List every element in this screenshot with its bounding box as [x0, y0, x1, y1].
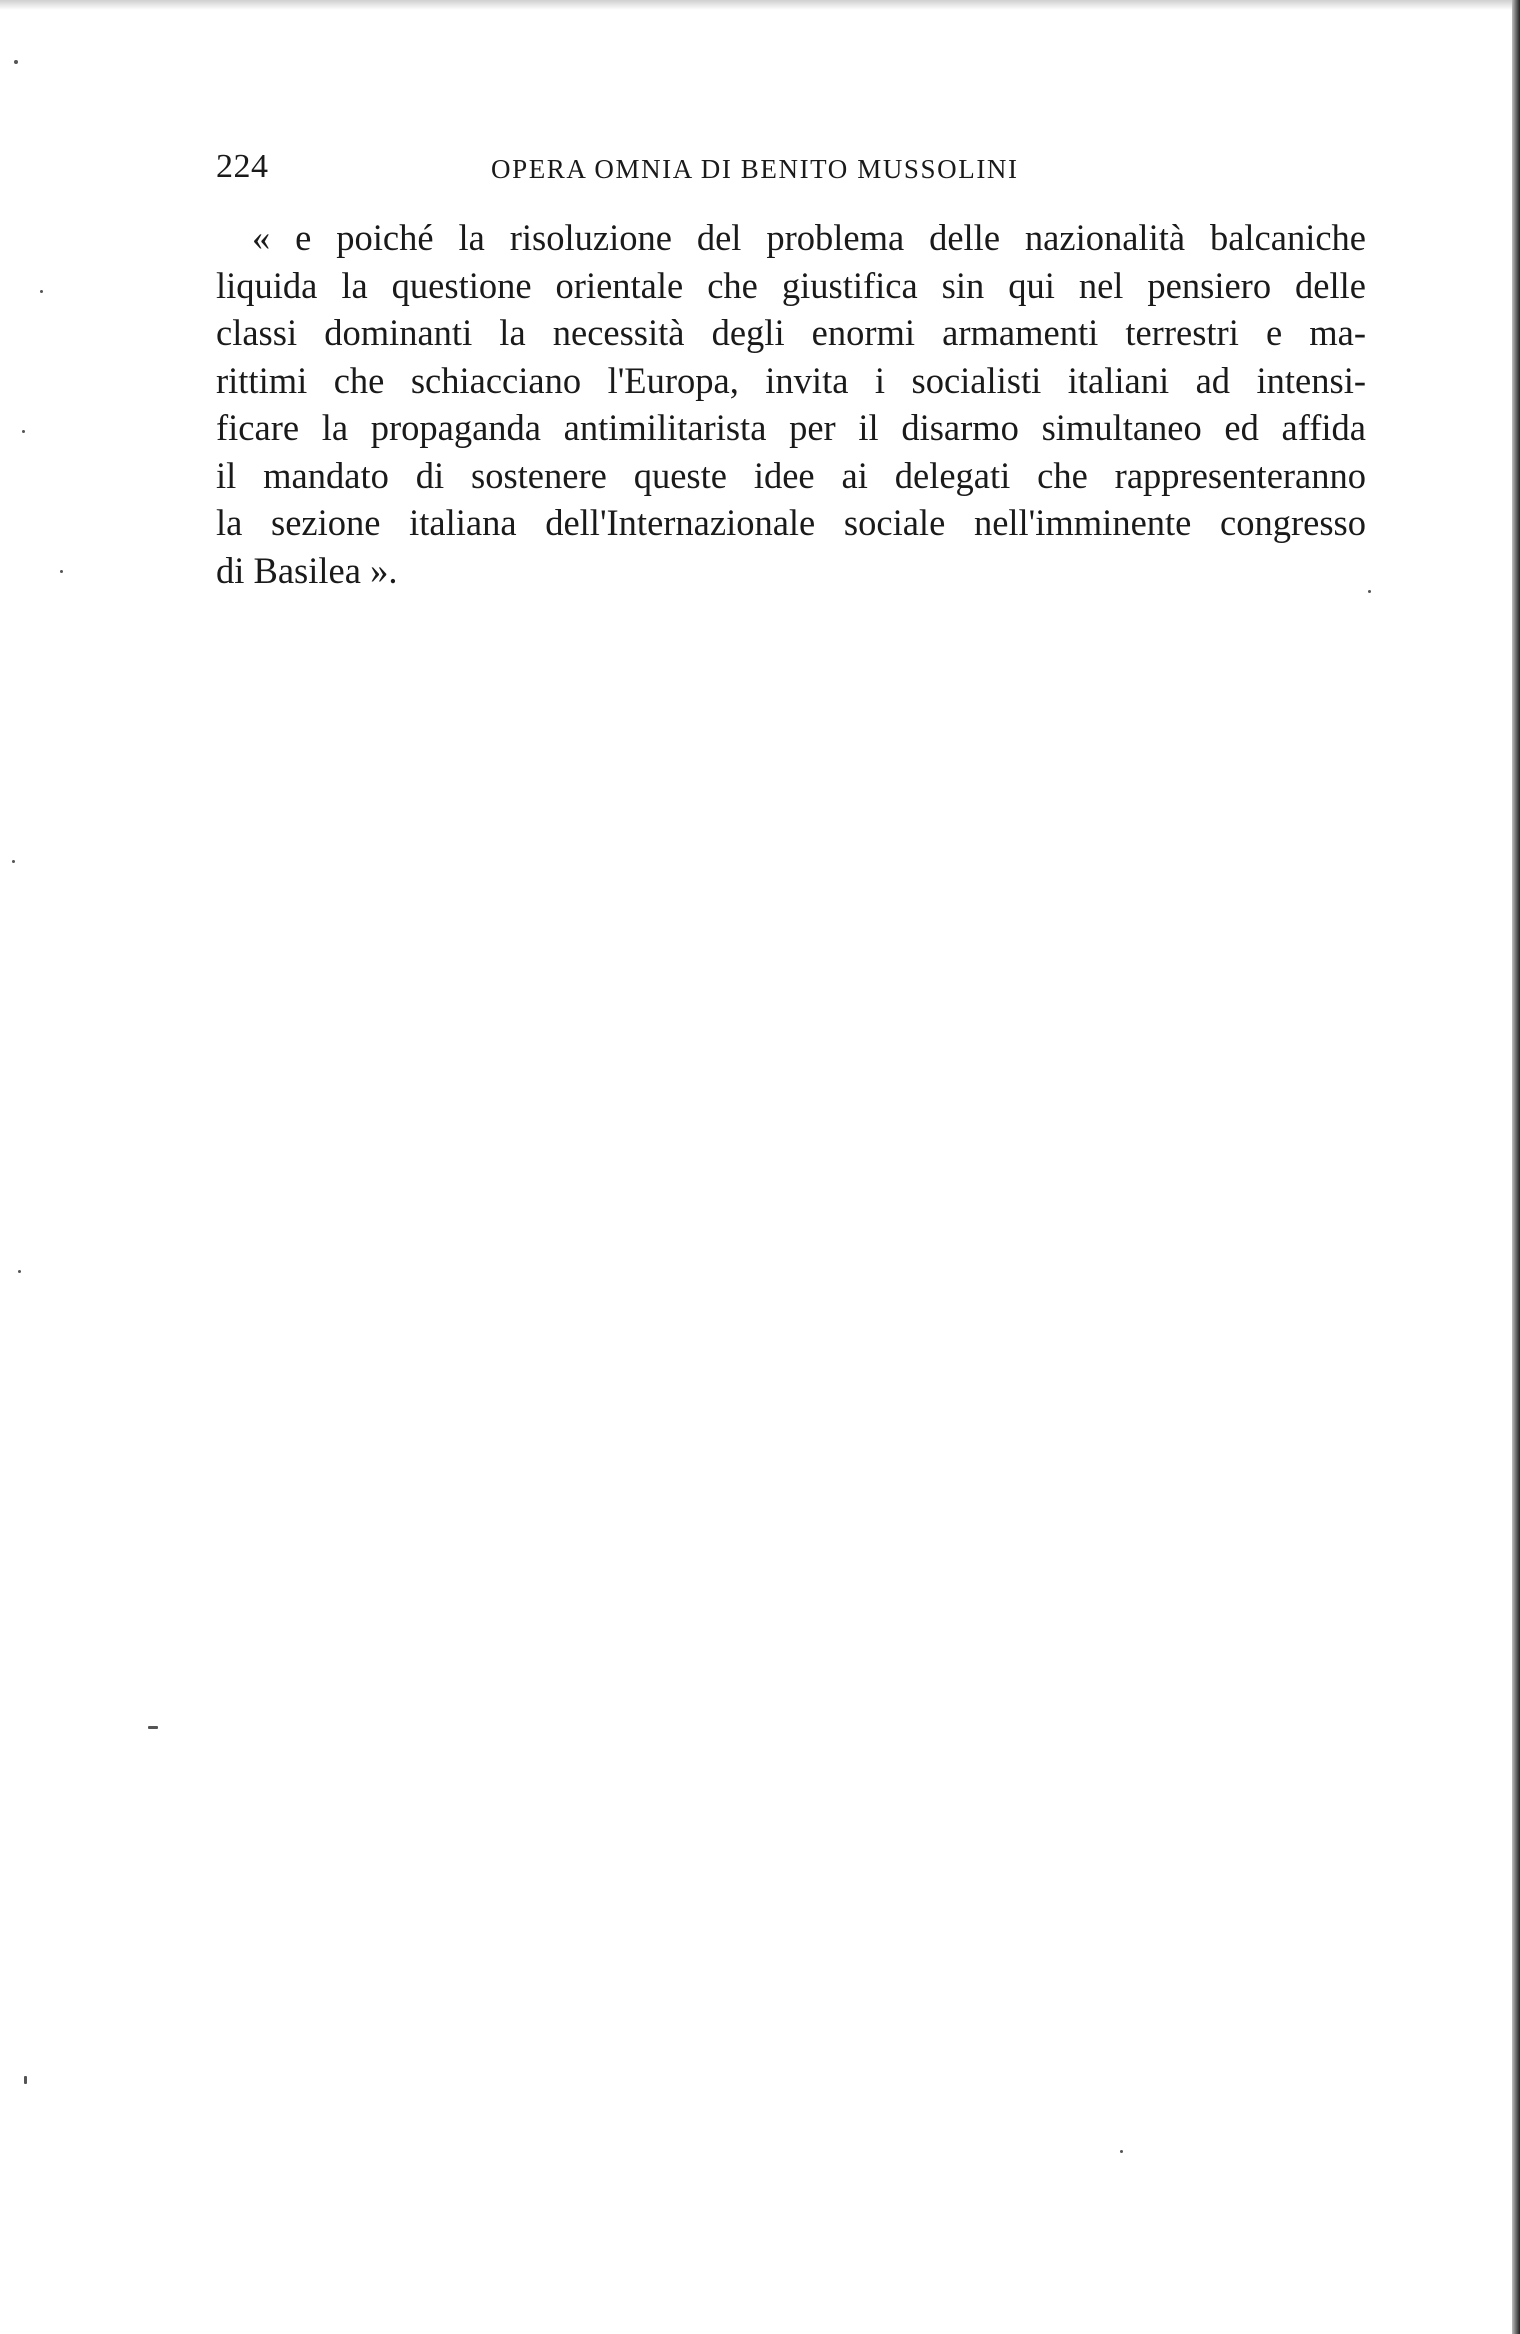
text-line: la sezione italiana dell'Internazionale sociale nell'imminente congresso [216, 502, 1366, 543]
text-line: il mandato di sostenere queste idee ai delegati che rappresenteranno [216, 454, 1366, 496]
scan-speck [22, 430, 25, 433]
text-line: « e poiché la risoluzione del problema delle nazionalità balcaniche [252, 217, 1366, 258]
scan-right-edge [1512, 0, 1520, 2334]
scan-speck [24, 2076, 27, 2084]
text-line: ficare la propaganda antimilitarista per il disarmo simultaneo ed affida [216, 407, 1366, 448]
page-number: 224 [216, 148, 269, 185]
text-line: classi dominanti la necessità degli enormi armamenti terrestri e ma- [216, 312, 1366, 353]
running-head-title: OPERA OMNIA DI BENITO MUSSOLINI [491, 154, 1019, 184]
scan-speck [60, 570, 63, 573]
scan-speck [1368, 590, 1371, 593]
text-line: rittimi che schiacciano l'Europa, invita i socialisti italiani ad intensi- [216, 359, 1366, 401]
text-line: liquida la questione orientale che giustifica sin qui nel pensiero delle [216, 264, 1366, 306]
scan-speck [14, 60, 18, 64]
scan-speck [12, 860, 15, 863]
running-head [216, 148, 1366, 192]
body-paragraph [216, 214, 1366, 594]
scan-top-edge [0, 0, 1520, 10]
scan-speck [148, 1726, 158, 1729]
scan-speck [40, 290, 43, 293]
scan-speck [1120, 2150, 1123, 2153]
scan-speck [18, 1270, 21, 1273]
text-line: di Basilea ». [216, 549, 398, 591]
